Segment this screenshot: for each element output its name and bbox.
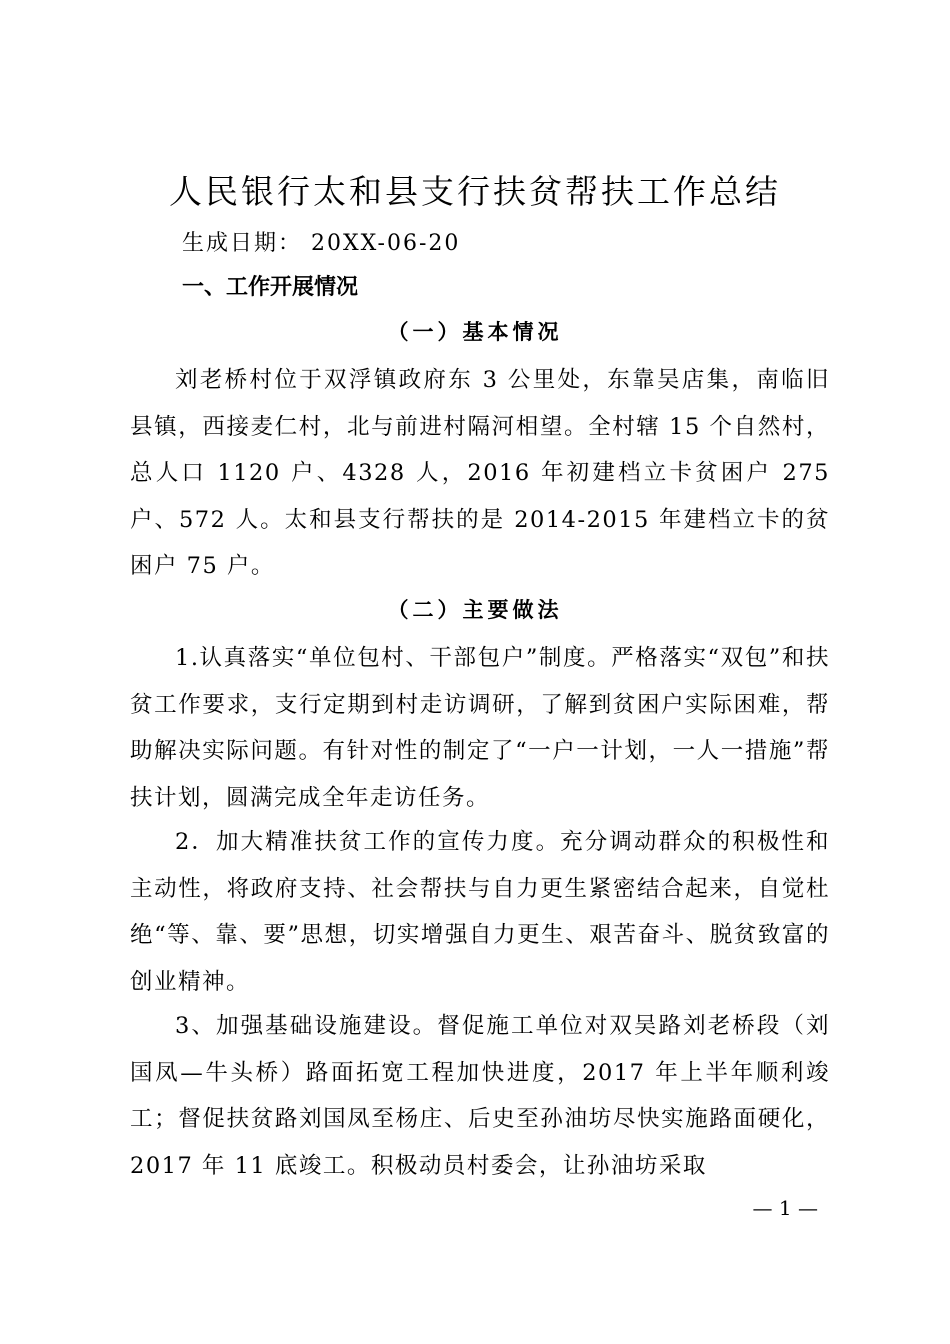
page-number: — 1 — <box>752 1196 818 1220</box>
subsection-heading-main-practices: （二）主要做法 <box>387 597 563 622</box>
paragraph-item-3: 3、加强基础设施建设。督促施工单位对双吴路刘老桥段（刘国凤—牛头桥）路面拓宽工程加快进度，2017 年上半年顺利竣工；督促扶贫路刘国凤至杨庄、后史至孙油坊尽快实施路面硬化，2017 年 11 底竣工。积极动员村委会，让孙油坊采取 <box>130 1013 830 1179</box>
paragraph-item-1: 1.认真落实“单位包村、干部包户”制度。严格落实“双包”和扶贫工作要求，支行定期到村走访调研，了解到贫困户实际困难，帮助解决实际问题。有针对性的制定了“一户一计划，一人一措施”帮扶计划，圆满完成全年走访任务。 <box>130 645 830 811</box>
generation-date: 生成日期： 20XX-06-20 <box>182 231 461 256</box>
paragraph-basic-situation: 刘老桥村位于双浮镇政府东 3 公里处，东靠吴店集，南临旧县镇，西接麦仁村，北与前进村隔河相望。全村辖 15 个自然村，总人口 1120 户、4328 人，2016 年初建档立卡贫困户 275 户、572 人。太和县支行帮扶的是 2014-2015 年建档立卡的贫困户 75 户。 <box>130 367 830 579</box>
subsection-heading-basic-situation: （一）基本情况 <box>387 319 563 344</box>
paragraph-item-2: 2．加大精准扶贫工作的宣传力度。充分调动群众的积极性和主动性，将政府支持、社会帮扶与自力更生紧密结合起来，自觉杜绝“等、靠、要”思想，切实增强自力更生、艰苦奋斗、脱贫致富的创业精神。 <box>130 829 830 995</box>
document-title: 人民银行太和县支行扶贫帮扶工作总结 <box>169 172 781 211</box>
section-heading-work-status: 一、工作开展情况 <box>182 275 359 300</box>
